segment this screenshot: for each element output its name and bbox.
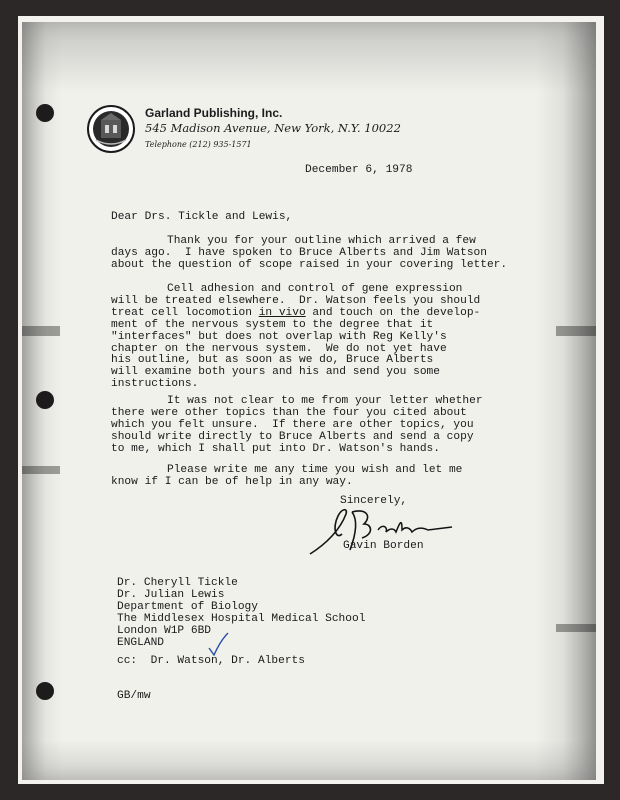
paragraph-1: Thank you for your outline which arrived a few days ago. I have spoken to Bruce Alberts and Jim Watson about the question of scope raised in your covering letter.	[111, 235, 508, 271]
company-telephone: Telephone (212) 935-1571	[145, 140, 252, 149]
underlined-in-vivo: in vivo	[258, 306, 306, 319]
paragraph-3: It was not clear to me from your letter whether there were other topics than the four you cited about which you felt unsure. If there are other topics, you should write directly to Bruce Alberts and send a copy to me, which I shall put into Dr. Watson's hands.	[111, 395, 483, 455]
typist-initials: GB/mw	[117, 690, 151, 702]
binder-hole-middle	[36, 391, 54, 409]
recipient-address: Dr. Cheryll Tickle Dr. Julian Lewis Department of Biology The Middlesex Hospital Medical School London W1P 6BD ENGLAND	[117, 577, 366, 649]
carbon-copy-line: cc: Dr. Watson, Dr. Alberts	[117, 655, 305, 667]
company-name: Garland Publishing, Inc.	[145, 106, 283, 120]
paragraph-2: Cell adhesion and control of gene expression will be treated elsewhere. Dr. Watson feels you should treat cell locomotion in vivo and touch on the develop- ment of the nervous system to the degree that it "interfaces" but does not overlap with Reg Kelly's chapter on the nervous system. We do not yet have his outline, but as soon as we do, Bruce Alberts will examine both yours and his and send you some instructions.	[111, 283, 481, 391]
binder-hole-top	[36, 104, 54, 122]
salutation: Dear Drs. Tickle and Lewis,	[111, 211, 293, 223]
closing: Sincerely,	[340, 495, 408, 507]
signer-name: Gavin Borden	[343, 540, 424, 552]
paragraph-4: Please write me any time you wish and let me know if I can be of help in any way.	[111, 464, 463, 488]
letter-date: December 6, 1978	[305, 164, 413, 176]
company-address: 545 Madison Avenue, New York, N.Y. 10022	[145, 121, 401, 135]
garland-seal-logo	[86, 104, 136, 154]
binder-hole-bottom	[36, 682, 54, 700]
